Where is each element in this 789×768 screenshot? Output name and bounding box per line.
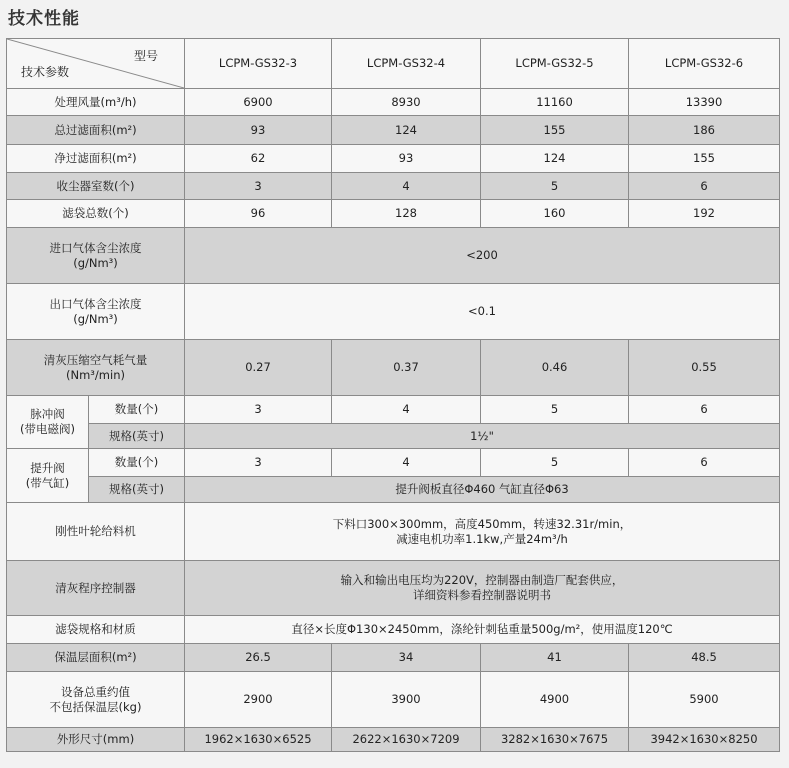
value-cell: 3 bbox=[185, 396, 332, 424]
value-cell: 186 bbox=[629, 116, 780, 145]
value-cell: 6900 bbox=[185, 89, 332, 116]
value-cell: 4900 bbox=[481, 672, 629, 728]
table-row bbox=[7, 503, 780, 561]
sub-row-label: 规格(英寸) bbox=[89, 424, 185, 449]
row-label: 滤袋规格和材质 bbox=[7, 616, 185, 644]
value-cell: 128 bbox=[332, 200, 481, 228]
value-cell: 8930 bbox=[332, 89, 481, 116]
table-row bbox=[7, 200, 780, 228]
row-label: 设备总重约值 不包括保温层(kg) bbox=[7, 672, 185, 728]
table-row bbox=[7, 145, 780, 173]
table-row bbox=[7, 228, 780, 284]
value-cell: 6 bbox=[629, 449, 780, 477]
table-row bbox=[7, 396, 780, 424]
value-cell: 93 bbox=[185, 116, 332, 145]
table-row bbox=[7, 728, 780, 752]
table-row bbox=[7, 644, 780, 672]
model-header-cell: LCPM-GS32-6 bbox=[629, 39, 780, 89]
value-cell: 4 bbox=[332, 396, 481, 424]
param-label: 技术参数 bbox=[21, 65, 70, 79]
sub-row-label: 数量(个) bbox=[89, 396, 185, 424]
row-label: 净过滤面积(m²) bbox=[7, 145, 185, 173]
header-row bbox=[7, 39, 780, 89]
row-group-label: 脉冲阀 (带电磁阀) bbox=[7, 396, 89, 449]
row-label: 出口气体含尘浓度 (g/Nm³) bbox=[7, 284, 185, 340]
value-cell: 3900 bbox=[332, 672, 481, 728]
value-cell: 6 bbox=[629, 396, 780, 424]
merged-value-cell: <200 bbox=[185, 228, 780, 284]
table-row bbox=[7, 173, 780, 200]
value-cell: 13390 bbox=[629, 89, 780, 116]
row-label: 外形尺寸(mm) bbox=[7, 728, 185, 752]
value-cell: 48.5 bbox=[629, 644, 780, 672]
row-label: 滤袋总数(个) bbox=[7, 200, 185, 228]
table-row bbox=[7, 449, 780, 477]
value-cell: 4 bbox=[332, 449, 481, 477]
model-header-cell: LCPM-GS32-5 bbox=[481, 39, 629, 89]
value-cell: 5900 bbox=[629, 672, 780, 728]
sub-row-label: 数量(个) bbox=[89, 449, 185, 477]
table-row bbox=[7, 616, 780, 644]
value-cell: 0.27 bbox=[185, 340, 332, 396]
table-row bbox=[7, 477, 780, 503]
page-title: 技术性能 bbox=[8, 9, 80, 29]
value-cell: 4 bbox=[332, 173, 481, 200]
row-label: 清灰程序控制器 bbox=[7, 561, 185, 616]
value-cell: 0.55 bbox=[629, 340, 780, 396]
table-row bbox=[7, 284, 780, 340]
value-cell: 62 bbox=[185, 145, 332, 173]
merged-value-cell: 1½" bbox=[185, 424, 780, 449]
row-group-label: 提升阀 (带气缸) bbox=[7, 449, 89, 503]
row-label: 处理风量(m³/h) bbox=[7, 89, 185, 116]
value-cell: 41 bbox=[481, 644, 629, 672]
value-cell: 124 bbox=[332, 116, 481, 145]
value-cell: 124 bbox=[481, 145, 629, 173]
value-cell: 5 bbox=[481, 173, 629, 200]
table-row bbox=[7, 561, 780, 616]
model-label: 型号 bbox=[133, 49, 158, 63]
value-cell: 2622×1630×7209 bbox=[332, 728, 481, 752]
table-row bbox=[7, 116, 780, 145]
merged-value-cell: 直径×长度Φ130×2450mm，涤纶针刺毡重量500g/m²，使用温度120℃ bbox=[185, 616, 780, 644]
value-cell: 26.5 bbox=[185, 644, 332, 672]
value-cell: 3 bbox=[185, 449, 332, 477]
value-cell: 93 bbox=[332, 145, 481, 173]
value-cell: 0.46 bbox=[481, 340, 629, 396]
table-row bbox=[7, 89, 780, 116]
value-cell: 11160 bbox=[481, 89, 629, 116]
model-header-cell: LCPM-GS32-3 bbox=[185, 39, 332, 89]
merged-value-cell: 下料口300×300mm，高度450mm，转速32.31r/min， 减速电机功率1.1kw,产量24m³/h bbox=[185, 503, 780, 561]
row-label: 清灰压缩空气耗气量 (Nm³/min) bbox=[7, 340, 185, 396]
value-cell: 155 bbox=[481, 116, 629, 145]
row-label: 收尘器室数(个) bbox=[7, 173, 185, 200]
value-cell: 96 bbox=[185, 200, 332, 228]
value-cell: 6 bbox=[629, 173, 780, 200]
value-cell: 0.37 bbox=[332, 340, 481, 396]
merged-value-cell: <0.1 bbox=[185, 284, 780, 340]
value-cell: 3942×1630×8250 bbox=[629, 728, 780, 752]
row-label: 保温层面积(m²) bbox=[7, 644, 185, 672]
value-cell: 5 bbox=[481, 449, 629, 477]
table-row bbox=[7, 340, 780, 396]
value-cell: 1962×1630×6525 bbox=[185, 728, 332, 752]
model-header-cell: LCPM-GS32-4 bbox=[332, 39, 481, 89]
row-label: 进口气体含尘浓度 (g/Nm³) bbox=[7, 228, 185, 284]
merged-value-cell: 输入和输出电压均为220V，控制器由制造厂配套供应， 详细资料参看控制器说明书 bbox=[185, 561, 780, 616]
merged-value-cell: 提升阀板直径Φ460 气缸直径Φ63 bbox=[185, 477, 780, 503]
header-corner-cell bbox=[7, 39, 185, 89]
sub-row-label: 规格(英寸) bbox=[89, 477, 185, 503]
value-cell: 5 bbox=[481, 396, 629, 424]
value-cell: 34 bbox=[332, 644, 481, 672]
row-label: 刚性叶轮给料机 bbox=[7, 503, 185, 561]
value-cell: 3 bbox=[185, 173, 332, 200]
value-cell: 160 bbox=[481, 200, 629, 228]
table-row bbox=[7, 672, 780, 728]
spec-table bbox=[6, 38, 780, 752]
value-cell: 155 bbox=[629, 145, 780, 173]
row-label: 总过滤面积(m²) bbox=[7, 116, 185, 145]
value-cell: 192 bbox=[629, 200, 780, 228]
value-cell: 3282×1630×7675 bbox=[481, 728, 629, 752]
value-cell: 2900 bbox=[185, 672, 332, 728]
table-row bbox=[7, 424, 780, 449]
